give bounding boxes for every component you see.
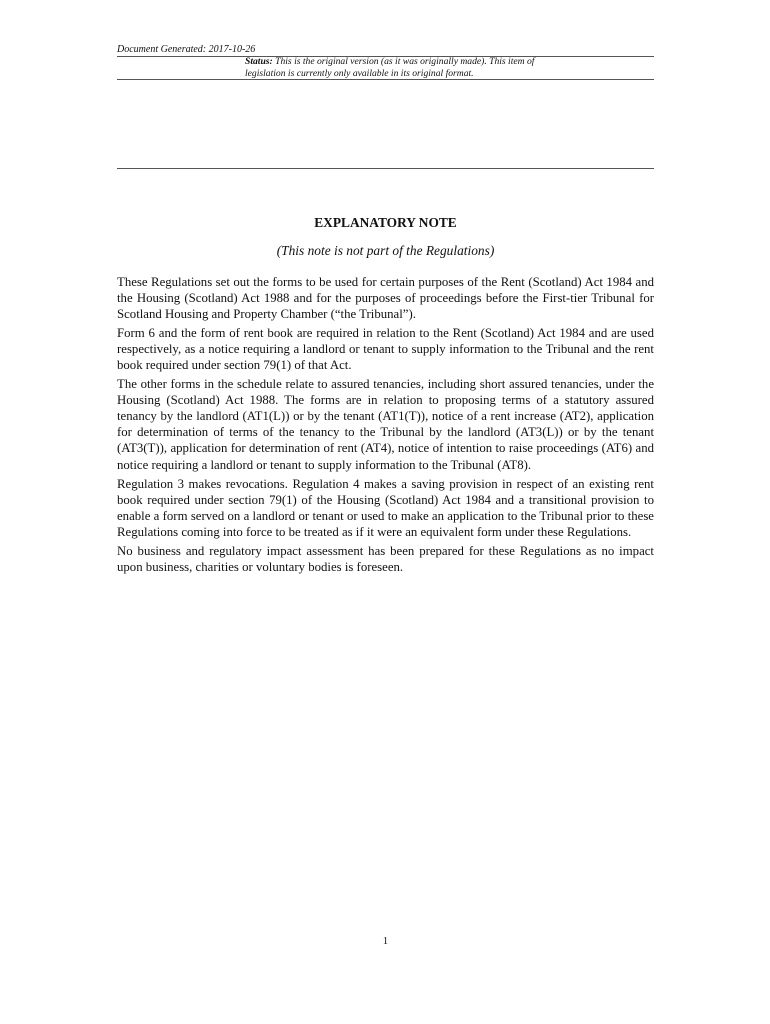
paragraph-form-6-rent-book: Form 6 and the form of rent book are required in relation to the Rent (Scotland) Act 1984 and are used respectively, as a notice requiring a landlord or tenant to supply information to the Tribunal and the rent book required under section 79(1) of that Act. [117, 326, 654, 373]
paragraph-assured-tenancies: The other forms in the schedule relate to assured tenancies, including short assured tenancies, under the Housing (Scotland) Act 1988. The forms are in relation to proposing terms of a statutory assured tenancy by the landlord (AT1(L)) or by the tenant (AT1(T)), notice of a rent increase (AT2), application for determination of terms of the tenancy to the Tribunal by the landlord (AT3(L)) or by the tenant (AT3(T)), application for determination of rent (AT4), notice of intention to raise proceedings (AT6) and notice requiring a landlord or tenant to supply information to the Tribunal (AT8). [117, 377, 654, 472]
explanatory-note-subtitle: (This note is not part of the Regulations) [276, 243, 495, 258]
paragraph-revocations: Regulation 3 makes revocations. Regulation 4 makes a saving provision in respect of an existing rent book required under section 79(1) of the Housing (Scotland) Act 1984 and a transitional provision to enable a form served on a landlord or tenant or used to make an application to the Tribunal prior to these Regulations coming into force to be treated as if it were an equivalent form under these Regulations. [117, 476, 654, 539]
explanatory-note-title: EXPLANATORY NOTE [314, 215, 457, 230]
paragraph-forms-purpose: These Regulations set out the forms to be used for certain purposes of the Rent (Scotland) Act 1984 and the Housing (Scotland) Act 1988 and for the purposes of proceedings before the First-tier Tribunal for Scotland Housing and Property Chamber (“the Tribunal”). [117, 275, 654, 322]
status-text: This is the original version (as it was originally made). This item of legislation is currently only available in its original format. [245, 56, 535, 79]
status-note [245, 56, 545, 79]
explanatory-note-body [117, 274, 654, 578]
section-divider [117, 168, 654, 169]
header-divider-bottom [117, 79, 654, 80]
document-generated-date: Document Generated: 2017-10-26 [117, 44, 256, 55]
page-number: 1 [382, 936, 389, 947]
paragraph-impact-assessment: No business and regulatory impact assessment has been prepared for these Regulations as no impact upon business, charities or voluntary bodies is foreseen. [117, 543, 654, 574]
status-label: Status: [245, 56, 273, 67]
